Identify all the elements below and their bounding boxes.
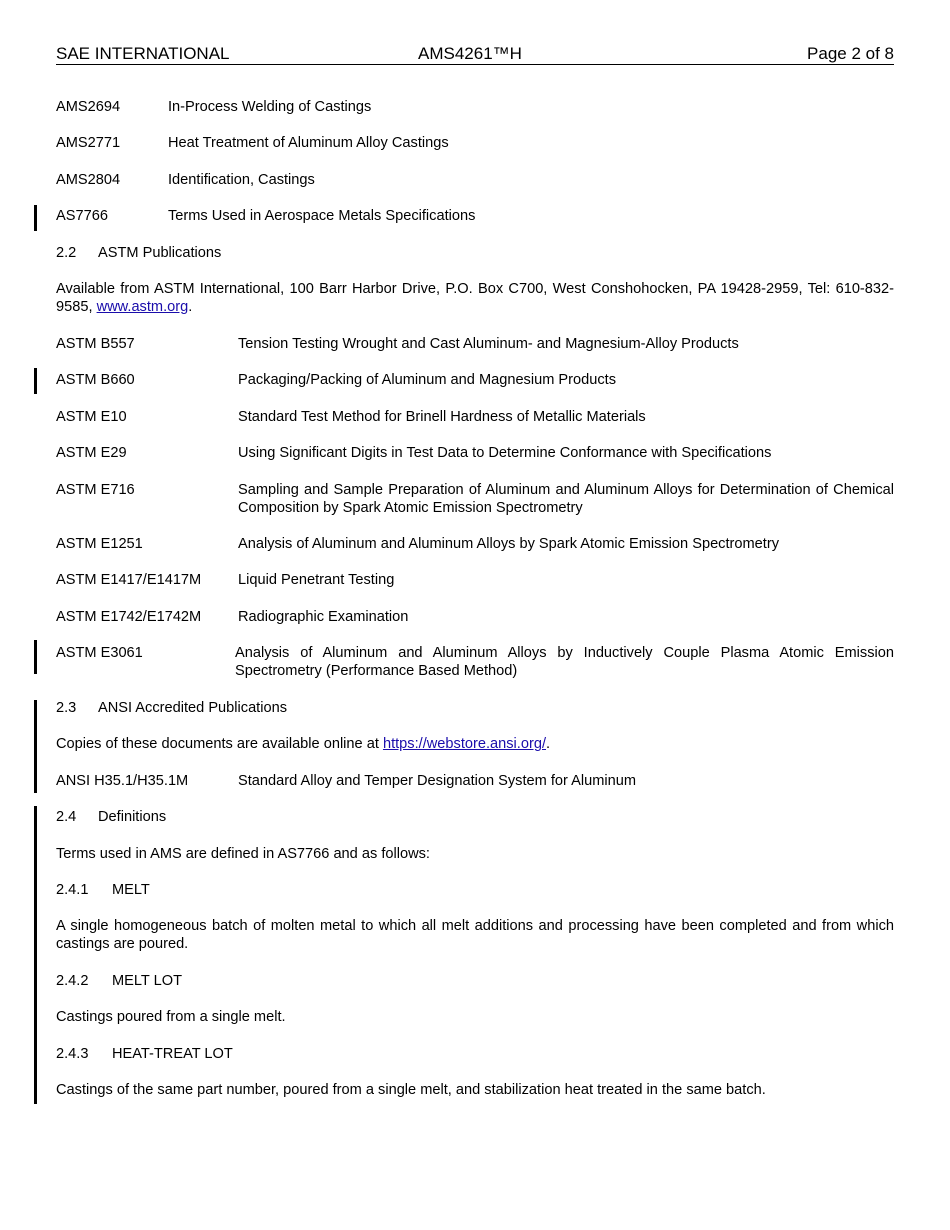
- trailing-period: .: [188, 299, 193, 315]
- astm-link[interactable]: www.astm.org: [96, 299, 189, 315]
- ref-title: Radiographic Examination: [238, 609, 409, 625]
- definition-term: MELT LOT: [112, 973, 183, 989]
- definitions-intro: Terms used in AMS are defined in AS7766 and as follows:: [56, 846, 430, 862]
- change-bar: [34, 640, 37, 674]
- ref-title: Terms Used in Aerospace Metals Specifications: [168, 208, 476, 224]
- change-bar: [34, 700, 37, 793]
- ref-code: ANSI H35.1/H35.1M: [56, 773, 189, 789]
- definition-text: Castings poured from a single melt.: [56, 1009, 286, 1025]
- ref-code: AMS2804: [56, 172, 121, 188]
- ref-title: Standard Test Method for Brinell Hardness of Metallic Materials: [238, 409, 646, 425]
- ref-title: Sampling and Sample Preparation of Aluminum and Aluminum Alloys for Determination of Chemical Composition by Spark Atomic Emission Spectrometry: [238, 482, 894, 516]
- subsection-number: 2.4.3: [56, 1046, 89, 1062]
- ref-code: ASTM E3061: [56, 645, 143, 661]
- definition-text: Castings of the same part number, poured from a single melt, and stabilization heat treated in the same batch.: [56, 1082, 766, 1098]
- ref-title: In-Process Welding of Castings: [168, 99, 372, 115]
- ref-code: AMS2771: [56, 135, 121, 151]
- section-heading: Definitions: [98, 809, 167, 825]
- trailing-period: .: [546, 736, 551, 752]
- change-bar: [34, 806, 37, 1104]
- section-number: 2.2: [56, 245, 77, 261]
- page-header: [56, 44, 894, 65]
- section-heading: ASTM Publications: [98, 245, 222, 261]
- ref-code: AMS2694: [56, 99, 121, 115]
- ref-code: ASTM E1251: [56, 536, 143, 552]
- section-number: 2.3: [56, 700, 77, 716]
- definition-text: A single homogeneous batch of molten metal to which all melt additions and processing have been completed and from which castings are poured.: [56, 918, 894, 952]
- change-bar: [34, 205, 37, 231]
- change-bar: [34, 368, 37, 394]
- header-org: SAE INTERNATIONAL: [56, 44, 230, 63]
- ref-code: ASTM E1417/E1417M: [56, 572, 202, 588]
- ref-code: ASTM E29: [56, 445, 127, 461]
- ref-title: Heat Treatment of Aluminum Alloy Castings: [168, 135, 449, 151]
- ansi-availability: [56, 735, 550, 753]
- ref-title: Using Significant Digits in Test Data to Determine Conformance with Specifications: [238, 445, 772, 461]
- ref-title: Standard Alloy and Temper Designation System for Aluminum: [238, 773, 637, 789]
- ref-title: Analysis of Aluminum and Aluminum Alloys by Spark Atomic Emission Spectrometry: [238, 536, 779, 552]
- ref-code: ASTM E716: [56, 482, 135, 498]
- header-doc-number: AMS4261™H: [418, 44, 522, 63]
- subsection-number: 2.4.1: [56, 882, 89, 898]
- ref-code: ASTM B557: [56, 336, 135, 352]
- header-page-number: Page 2 of 8: [807, 44, 894, 63]
- definition-term: HEAT-TREAT LOT: [112, 1046, 233, 1062]
- availability-text: Available from ASTM International, 100 Barr Harbor Drive, P.O. Box C700, West Conshohocken, PA 19428-2959, Tel: 610-832-9585,: [56, 281, 894, 315]
- ref-code: ASTM B660: [56, 372, 135, 388]
- ref-title: Analysis of Aluminum and Aluminum Alloys by Inductively Couple Plasma Atomic Emission Spectrometry (Performance Based Method): [235, 645, 894, 679]
- ref-title: Tension Testing Wrought and Cast Aluminum- and Magnesium-Alloy Products: [238, 336, 739, 352]
- ref-code: ASTM E10: [56, 409, 127, 425]
- ref-code: AS7766: [56, 208, 108, 224]
- astm-availability: [56, 280, 894, 316]
- subsection-number: 2.4.2: [56, 973, 89, 989]
- ref-title: Liquid Penetrant Testing: [238, 572, 395, 588]
- definition-term: MELT: [112, 882, 150, 898]
- ansi-link[interactable]: https://webstore.ansi.org/: [382, 736, 546, 752]
- section-number: 2.4: [56, 809, 77, 825]
- ref-code: ASTM E1742/E1742M: [56, 609, 202, 625]
- ref-title: Packaging/Packing of Aluminum and Magnesium Products: [238, 372, 617, 388]
- availability-text: Copies of these documents are available online at: [56, 736, 383, 752]
- section-heading: ANSI Accredited Publications: [98, 700, 288, 716]
- ref-title: Identification, Castings: [168, 172, 315, 188]
